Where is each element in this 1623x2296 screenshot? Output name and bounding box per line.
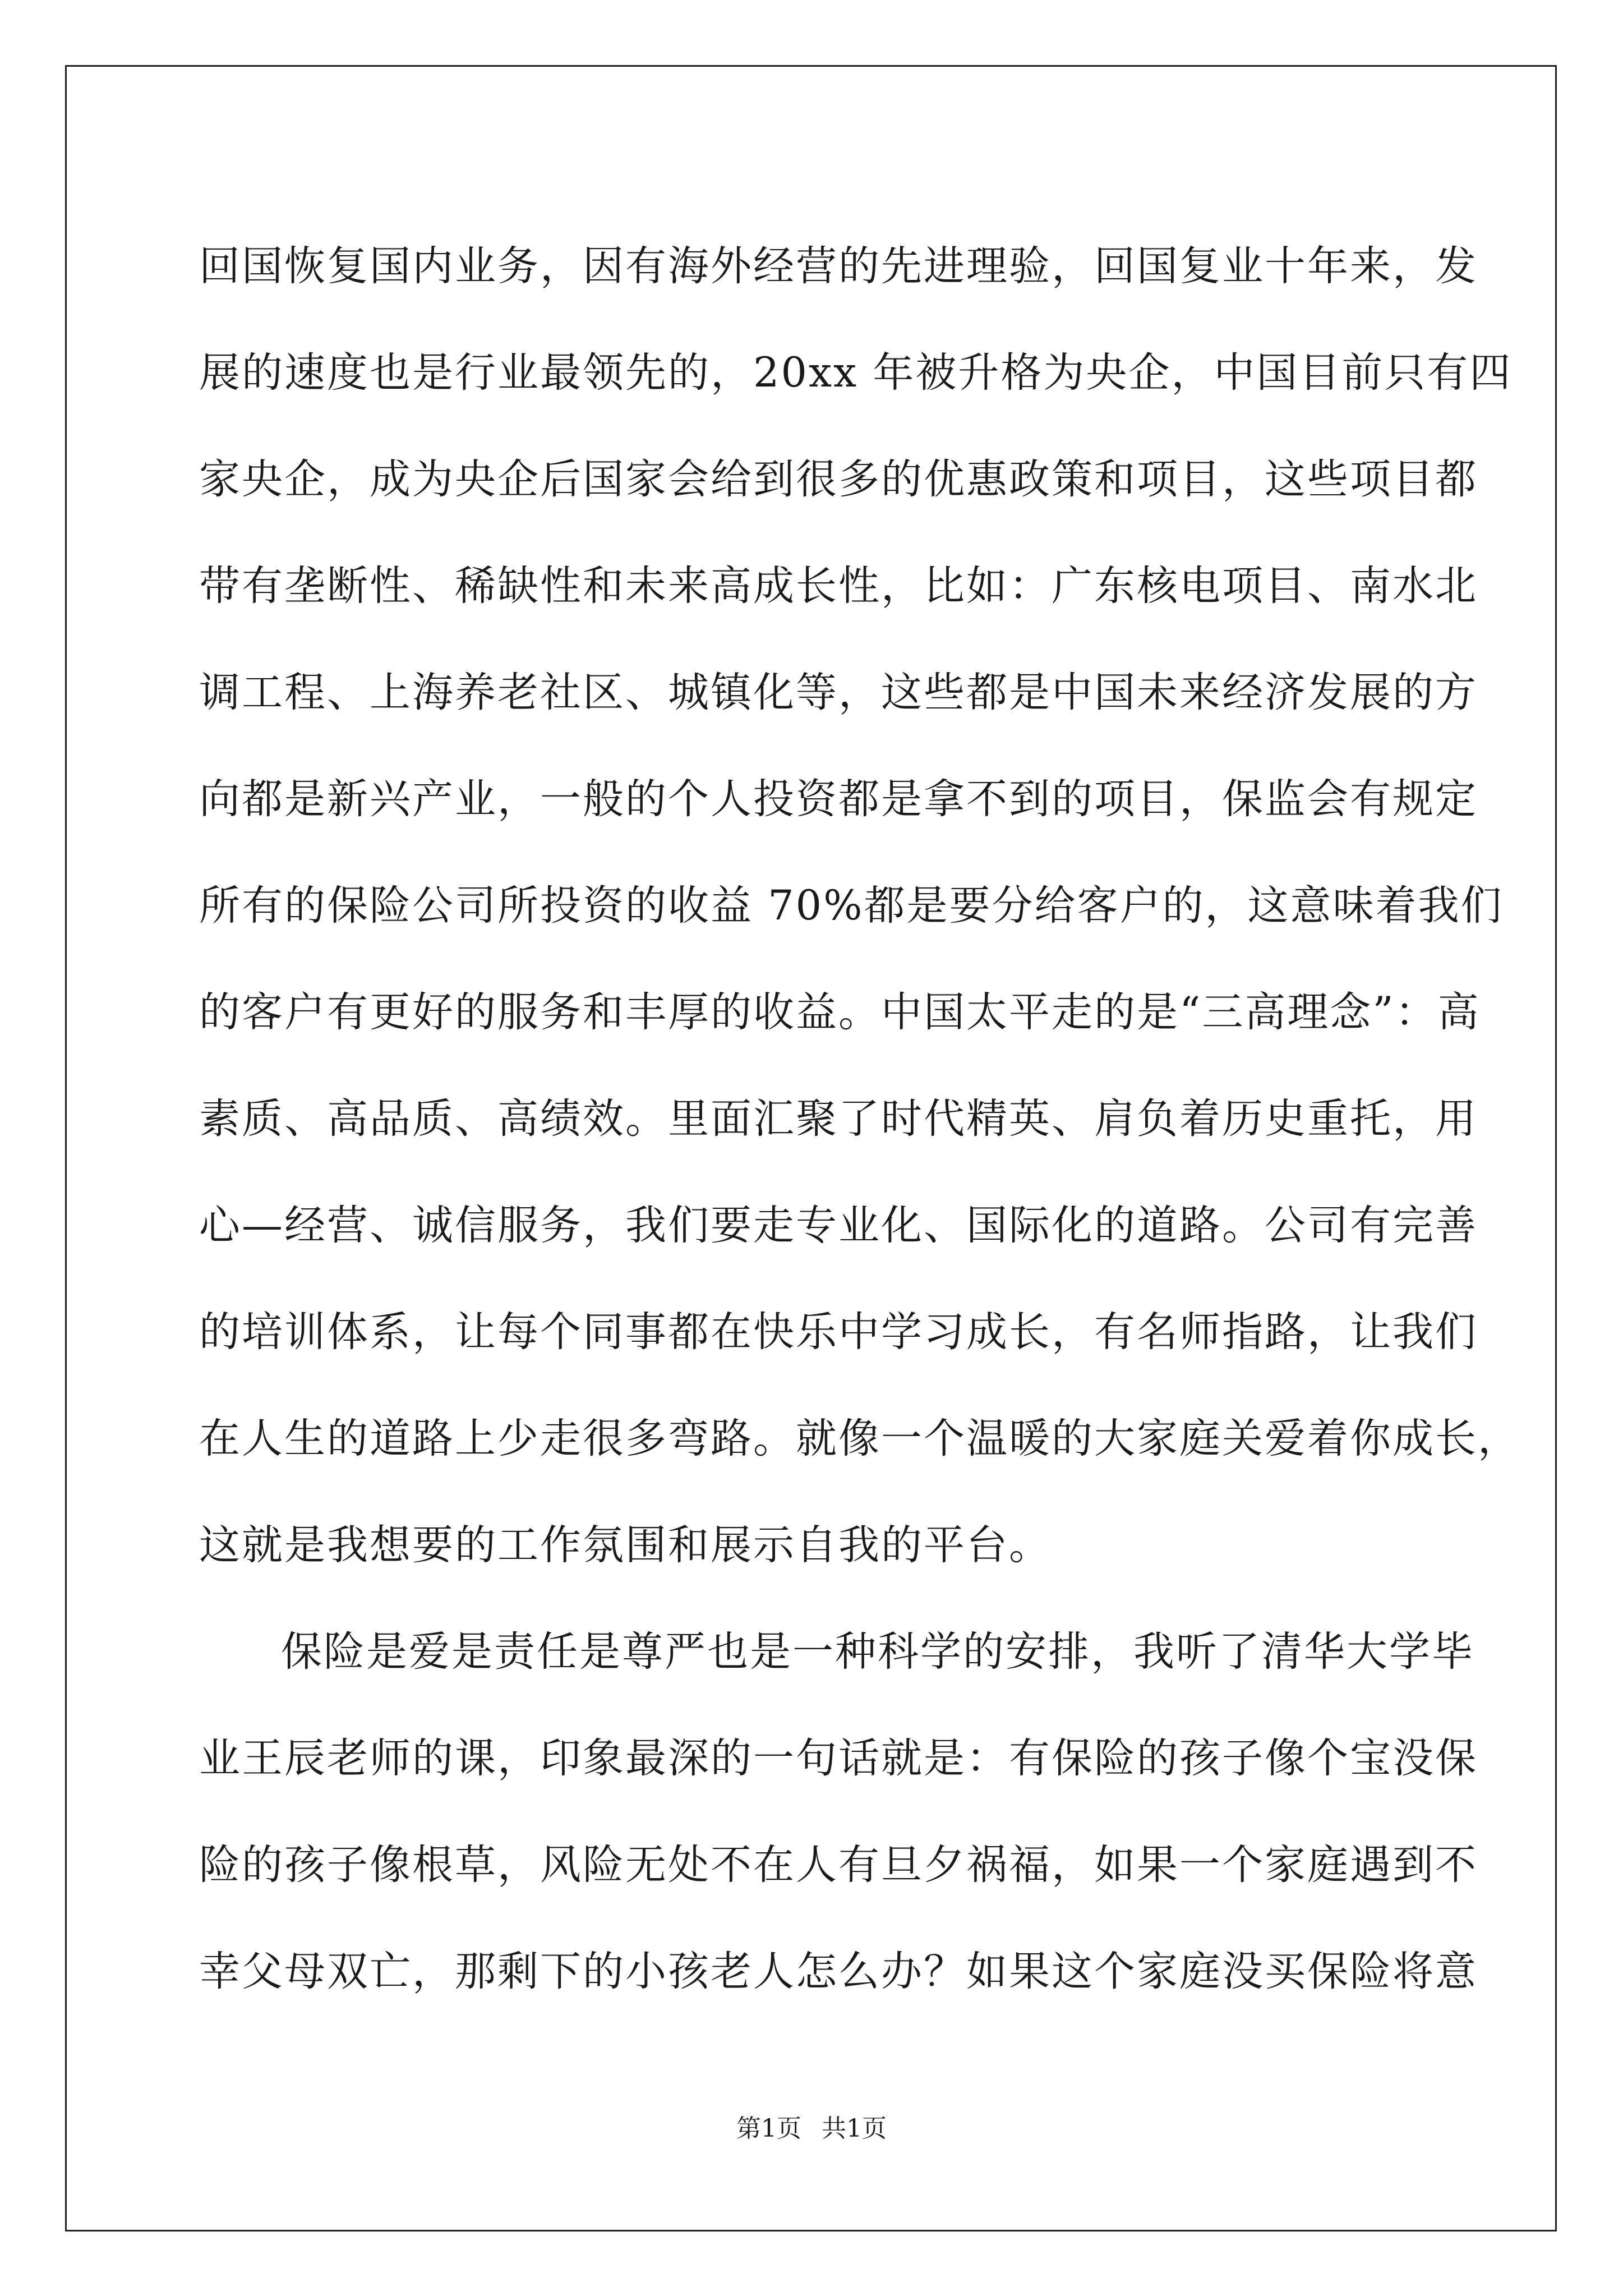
text-line: 幸父母双亡，那剩下的小孩老人怎么办？如果这个家庭没买保险将意 [199, 1947, 1478, 1995]
text-line: 家央企，成为央企后国家会给到很多的优惠政策和项目，这些项目都 [199, 455, 1478, 503]
text-line: 业王辰老师的课，印象最深的一句话就是：有保险的孩子像个宝没保 [199, 1734, 1478, 1782]
text-line: 在人生的道路上少走很多弯路。就像一个温暖的大家庭关爱着你成长， [199, 1414, 1520, 1462]
text-line: 心—经营、诚信服务，我们要走专业化、国际化的道路。公司有完善 [199, 1201, 1478, 1249]
page-number: 第1页 [736, 2114, 801, 2143]
text-line: 这就是我想要的工作氛围和展示自我的平台。 [199, 1521, 1052, 1569]
paragraph-first-line: 保险是爱是责任是尊严也是一种科学的安排，我听了清华大学毕 [281, 1627, 1474, 1676]
text-line: 险的孩子像根草，风险无处不在人有旦夕祸福，如果一个家庭遇到不 [199, 1841, 1478, 1889]
text-line: 素质、高品质、高绩效。里面汇聚了时代精英、肩负着历史重托，用 [199, 1094, 1478, 1143]
text-line: 所有的保险公司所投资的收益 70%都是要分给客户的，这意味着我们 [199, 881, 1504, 930]
text-line: 回国恢复国内业务，因有海外经营的先进理验，回国复业十年来，发 [199, 242, 1478, 290]
text-line: 向都是新兴产业，一般的个人投资都是拿不到的项目，保监会有规定 [199, 775, 1478, 823]
text-line: 的培训体系，让每个同事都在快乐中学习成长，有名师指路，让我们 [199, 1308, 1478, 1356]
text-line: 的客户有更好的服务和丰厚的收益。中国太平走的是“三高理念”：高 [199, 988, 1481, 1036]
document-body [199, 209, 1520, 2021]
text-line: 带有垄断性、稀缺性和未来高成长性，比如：广东核电项目、南水北 [199, 562, 1478, 610]
text-line: 调工程、上海养老社区、城镇化等，这些都是中国未来经济发展的方 [199, 668, 1478, 716]
page-footer [0, 2108, 1623, 2144]
text-line: 展的速度也是行业最领先的，20xx 年被升格为央企，中国目前只有四 [199, 348, 1513, 397]
page-total: 共1页 [822, 2114, 887, 2143]
